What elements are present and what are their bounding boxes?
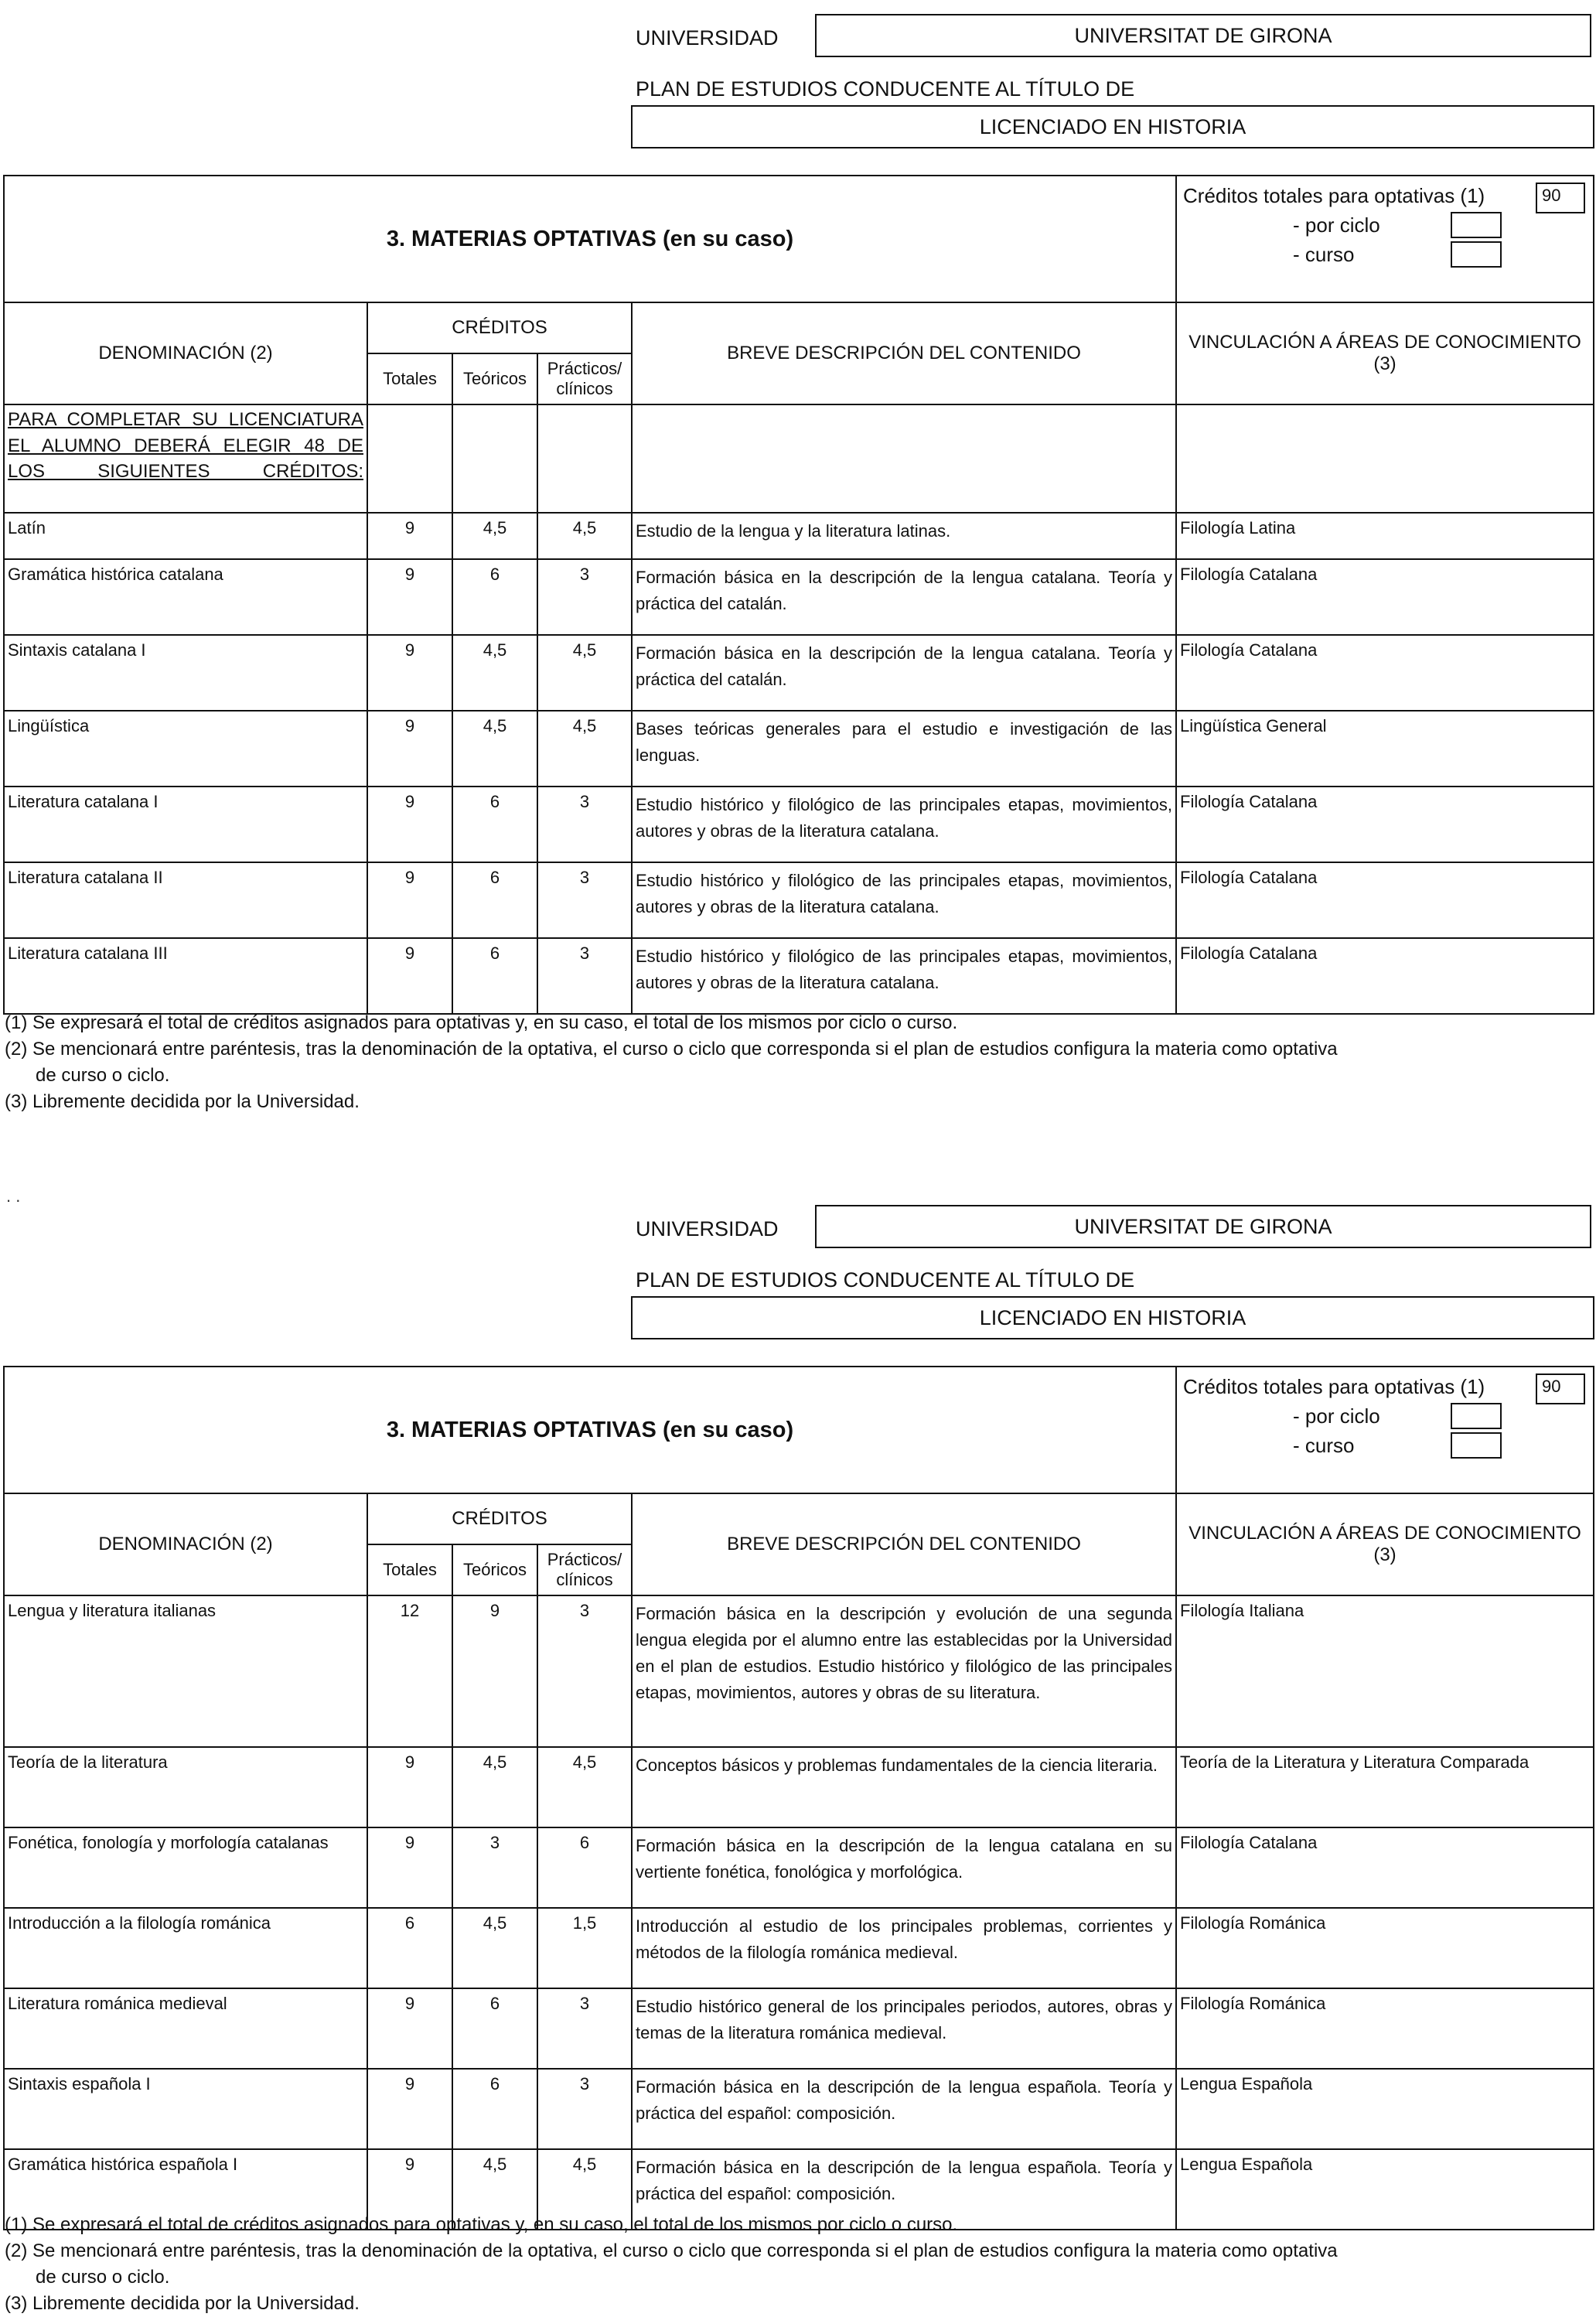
col-creditos: CRÉDITOS: [367, 302, 632, 353]
universidad-box: [815, 1205, 1591, 1248]
materia-name: Literatura catalana II: [4, 862, 367, 938]
creditos-totales-cell: [1176, 176, 1594, 302]
table-row: [4, 635, 1594, 711]
materia-name: Sintaxis española I: [4, 2069, 367, 2149]
creditos-totales: 9: [367, 1747, 452, 1827]
table-title: 3. MATERIAS OPTATIVAS (en su caso): [4, 176, 1176, 302]
creditos-totales: 9: [367, 2149, 452, 2230]
creditos-totales-label: Créditos totales para optativas (1): [1183, 183, 1485, 207]
materia-descripcion: Formación básica en la descripción de la lengua catalana. Teoría y práctica del catalán.: [632, 559, 1176, 635]
creditos-totales: 9: [367, 559, 452, 635]
creditos-teoricos: 4,5: [452, 711, 537, 787]
plan-label: PLAN DE ESTUDIOS CONDUCENTE AL TÍTULO DE: [636, 77, 1135, 101]
materia-area: Filología Románica: [1176, 1908, 1594, 1988]
materia-descripcion: Formación básica en la descripción de la lengua catalana en su vertiente fonética, fonológica y morfológica.: [632, 1827, 1176, 1908]
col-practicos: Prácticos/ clínicos: [537, 1544, 632, 1595]
creditos-practicos: 3: [537, 559, 632, 635]
creditos-practicos: 6: [537, 1827, 632, 1908]
creditos-practicos: 1,5: [537, 1908, 632, 1988]
creditos-practicos: 3: [537, 938, 632, 1014]
col-creditos: CRÉDITOS: [367, 1493, 632, 1544]
table-row: [4, 559, 1594, 635]
creditos-totales-cell: [1176, 1367, 1594, 1493]
universidad-label: UNIVERSIDAD: [636, 26, 779, 49]
materia-name: Fonética, fonología y morfología catalanas: [4, 1827, 367, 1908]
materia-area: Filología Catalana: [1176, 635, 1594, 711]
materia-descripcion: Conceptos básicos y problemas fundamentales de la ciencia literaria.: [632, 1747, 1176, 1827]
curso-label: - curso: [1293, 242, 1355, 266]
creditos-teoricos: 4,5: [452, 635, 537, 711]
table-row: [4, 1908, 1594, 1988]
table-row: [4, 787, 1594, 862]
materia-area: Lingüística General: [1176, 711, 1594, 787]
por-ciclo-label: - por ciclo: [1293, 1404, 1380, 1428]
footnotes: [5, 2212, 1338, 2317]
materia-descripcion: Estudio histórico y filológico de las principales etapas, movimientos, autores y obras de la literatura catalana.: [632, 862, 1176, 938]
materia-area: Lengua Española: [1176, 2149, 1594, 2230]
creditos-teoricos: 6: [452, 559, 537, 635]
materia-area: Filología Catalana: [1176, 938, 1594, 1014]
materia-descripcion: Bases teóricas generales para el estudio e investigación de las lenguas.: [632, 711, 1176, 787]
materia-descripcion: Formación básica en la descripción y evolución de una segunda lengua elegida por el alumno entre las establecidas por la Universidad en el plan de estudios. Estudio histórico y filológico de las principales etapas, movimientos, autores y obras de su literatura.: [632, 1595, 1176, 1747]
curso-box: [1451, 1432, 1502, 1459]
col-descripcion: BREVE DESCRIPCIÓN DEL CONTENIDO: [632, 302, 1176, 404]
curso-box: [1451, 241, 1502, 268]
creditos-practicos: 4,5: [537, 1747, 632, 1827]
por-ciclo-label: - por ciclo: [1293, 213, 1380, 237]
materias-table: [3, 175, 1594, 1015]
titulo-name: LICENCIADO EN HISTORIA: [979, 1305, 1246, 1329]
creditos-teoricos: 9: [452, 1595, 537, 1747]
creditos-totales: 9: [367, 513, 452, 559]
materia-name: Gramática histórica española I: [4, 2149, 367, 2230]
col-teoricos: Teóricos: [452, 353, 537, 404]
creditos-totales: 12: [367, 1595, 452, 1747]
col-denominacion: DENOMINACIÓN (2): [4, 302, 367, 404]
creditos-totales: 9: [367, 787, 452, 862]
materia-name: Gramática histórica catalana: [4, 559, 367, 635]
creditos-teoricos: 4,5: [452, 513, 537, 559]
col-totales: Totales: [367, 1544, 452, 1595]
materia-name: Lengua y literatura italianas: [4, 1595, 367, 1747]
table-row: [4, 862, 1594, 938]
creditos-teoricos: 4,5: [452, 1908, 537, 1988]
creditos-teoricos: 6: [452, 938, 537, 1014]
footnote-2-cont: de curso o ciclo.: [36, 2267, 170, 2288]
materias-table: [3, 1366, 1594, 2230]
universidad-name: UNIVERSITAT DE GIRONA: [1074, 1214, 1332, 1238]
creditos-teoricos: 6: [452, 2069, 537, 2149]
footnote-3: (3) Libremente decidida por la Universidad.: [5, 1091, 360, 1113]
creditos-practicos: 4,5: [537, 635, 632, 711]
creditos-practicos: 4,5: [537, 2149, 632, 2230]
por-ciclo-box: [1451, 1403, 1502, 1429]
creditos-totales: 9: [367, 711, 452, 787]
materia-name: Literatura catalana I: [4, 787, 367, 862]
materia-name: Literatura catalana III: [4, 938, 367, 1014]
materia-name: Literatura románica medieval: [4, 1988, 367, 2069]
universidad-name: UNIVERSITAT DE GIRONA: [1074, 23, 1332, 47]
creditos-teoricos: 6: [452, 1988, 537, 2069]
col-teoricos: Teóricos: [452, 1544, 537, 1595]
materia-name: Teoría de la literatura: [4, 1747, 367, 1827]
materia-area: Teoría de la Literatura y Literatura Comparada: [1176, 1747, 1594, 1827]
materia-descripcion: Estudio de la lengua y la literatura latinas.: [632, 513, 1176, 559]
table-row: [4, 1988, 1594, 2069]
creditos-teoricos: 6: [452, 862, 537, 938]
materia-descripcion: Estudio histórico general de los principales periodos, autores, obras y temas de la literatura románica medieval.: [632, 1988, 1176, 2069]
creditos-totales: 9: [367, 1988, 452, 2069]
materia-descripcion: Formación básica en la descripción de la lengua española. Teoría y práctica del español: composición.: [632, 2069, 1176, 2149]
titulo-box: [631, 1296, 1594, 1339]
table-row: [4, 711, 1594, 787]
table-row: [4, 938, 1594, 1014]
creditos-teoricos: 6: [452, 787, 537, 862]
materia-descripcion: Formación básica en la descripción de la lengua española. Teoría y práctica del español: composición.: [632, 2149, 1176, 2230]
materia-area: Filología Catalana: [1176, 862, 1594, 938]
creditos-totales: 9: [367, 1827, 452, 1908]
creditos-totales: 9: [367, 635, 452, 711]
materia-area: Filología Catalana: [1176, 1827, 1594, 1908]
creditos-totales-value: 90: [1536, 183, 1585, 213]
creditos-totales: 6: [367, 1908, 452, 1988]
table-row: [4, 2069, 1594, 2149]
materia-descripcion: Estudio histórico y filológico de las principales etapas, movimientos, autores y obras de la literatura catalana.: [632, 938, 1176, 1014]
creditos-practicos: 3: [537, 787, 632, 862]
table-title: 3. MATERIAS OPTATIVAS (en su caso): [4, 1367, 1176, 1493]
col-totales: Totales: [367, 353, 452, 404]
footnote-1: (1) Se expresará el total de créditos asignados para optativas y, en su caso, el total de los mismos por ciclo o curso.: [5, 1012, 958, 1033]
table-row: [4, 513, 1594, 559]
materia-area: Filología Catalana: [1176, 787, 1594, 862]
creditos-totales-value: 90: [1536, 1373, 1585, 1404]
materia-name: Lingüística: [4, 711, 367, 787]
col-vinculacion: VINCULACIÓN A ÁREAS DE CONOCIMIENTO (3): [1176, 1493, 1594, 1595]
col-descripcion: BREVE DESCRIPCIÓN DEL CONTENIDO: [632, 1493, 1176, 1595]
creditos-teoricos: 3: [452, 1827, 537, 1908]
footnote-2: (2) Se mencionará entre paréntesis, tras la denominación de la optativa, el curso o ciclo que corresponda si el plan de estudios configura la materia como optativa: [5, 2240, 1338, 2262]
materia-name: Sintaxis catalana I: [4, 635, 367, 711]
materia-descripcion: Introducción al estudio de los principales problemas, corrientes y métodos de la filología románica medieval.: [632, 1908, 1176, 1988]
creditos-practicos: 3: [537, 2069, 632, 2149]
materia-area: Filología Italiana: [1176, 1595, 1594, 1747]
materia-name: Introducción a la filología románica: [4, 1908, 367, 1988]
por-ciclo-box: [1451, 212, 1502, 238]
table-row: [4, 1595, 1594, 1747]
creditos-totales: 9: [367, 2069, 452, 2149]
creditos-practicos: 3: [537, 1595, 632, 1747]
creditos-teoricos: 4,5: [452, 1747, 537, 1827]
intro-text: PARA COMPLETAR SU LICENCIATURA EL ALUMNO DEBERÁ ELEGIR 48 DE LOS SIGUIENTES CRÉDITOS:: [4, 404, 367, 513]
materia-descripcion: Estudio histórico y filológico de las principales etapas, movimientos, autores y obras de la literatura catalana.: [632, 787, 1176, 862]
creditos-teoricos: 4,5: [452, 2149, 537, 2230]
universidad-box: [815, 14, 1591, 57]
table-row: [4, 1827, 1594, 1908]
materia-name: Latín: [4, 513, 367, 559]
materia-descripcion: Formación básica en la descripción de la lengua catalana. Teoría y práctica del catalán.: [632, 635, 1176, 711]
creditos-practicos: 4,5: [537, 513, 632, 559]
creditos-practicos: 3: [537, 862, 632, 938]
footnotes: [5, 1010, 1338, 1115]
plan-label: PLAN DE ESTUDIOS CONDUCENTE AL TÍTULO DE: [636, 1268, 1135, 1292]
creditos-totales-label: Créditos totales para optativas (1): [1183, 1374, 1485, 1398]
materia-area: Lengua Española: [1176, 2069, 1594, 2149]
creditos-practicos: 4,5: [537, 711, 632, 787]
curso-label: - curso: [1293, 1433, 1355, 1457]
materia-area: Filología Latina: [1176, 513, 1594, 559]
col-denominacion: DENOMINACIÓN (2): [4, 1493, 367, 1595]
materia-area: Filología Catalana: [1176, 559, 1594, 635]
footnote-2-cont: de curso o ciclo.: [36, 1065, 170, 1087]
universidad-label: UNIVERSIDAD: [636, 1217, 779, 1240]
col-vinculacion: VINCULACIÓN A ÁREAS DE CONOCIMIENTO (3): [1176, 302, 1594, 404]
creditos-totales: 9: [367, 862, 452, 938]
materia-area: Filología Románica: [1176, 1988, 1594, 2069]
table-row: [4, 1747, 1594, 1827]
footnote-1: (1) Se expresará el total de créditos asignados para optativas y, en su caso, el total de los mismos por ciclo o curso.: [5, 2214, 958, 2235]
titulo-box: [631, 105, 1594, 148]
titulo-name: LICENCIADO EN HISTORIA: [979, 114, 1246, 138]
footnote-2: (2) Se mencionará entre paréntesis, tras la denominación de la optativa, el curso o ciclo que corresponda si el plan de estudios configura la materia como optativa: [5, 1039, 1338, 1060]
creditos-totales: 9: [367, 938, 452, 1014]
creditos-practicos: 3: [537, 1988, 632, 2069]
footnote-3: (3) Libremente decidida por la Universidad.: [5, 2293, 360, 2315]
col-practicos: Prácticos/ clínicos: [537, 353, 632, 404]
scan-mark: . .: [6, 1186, 21, 1206]
